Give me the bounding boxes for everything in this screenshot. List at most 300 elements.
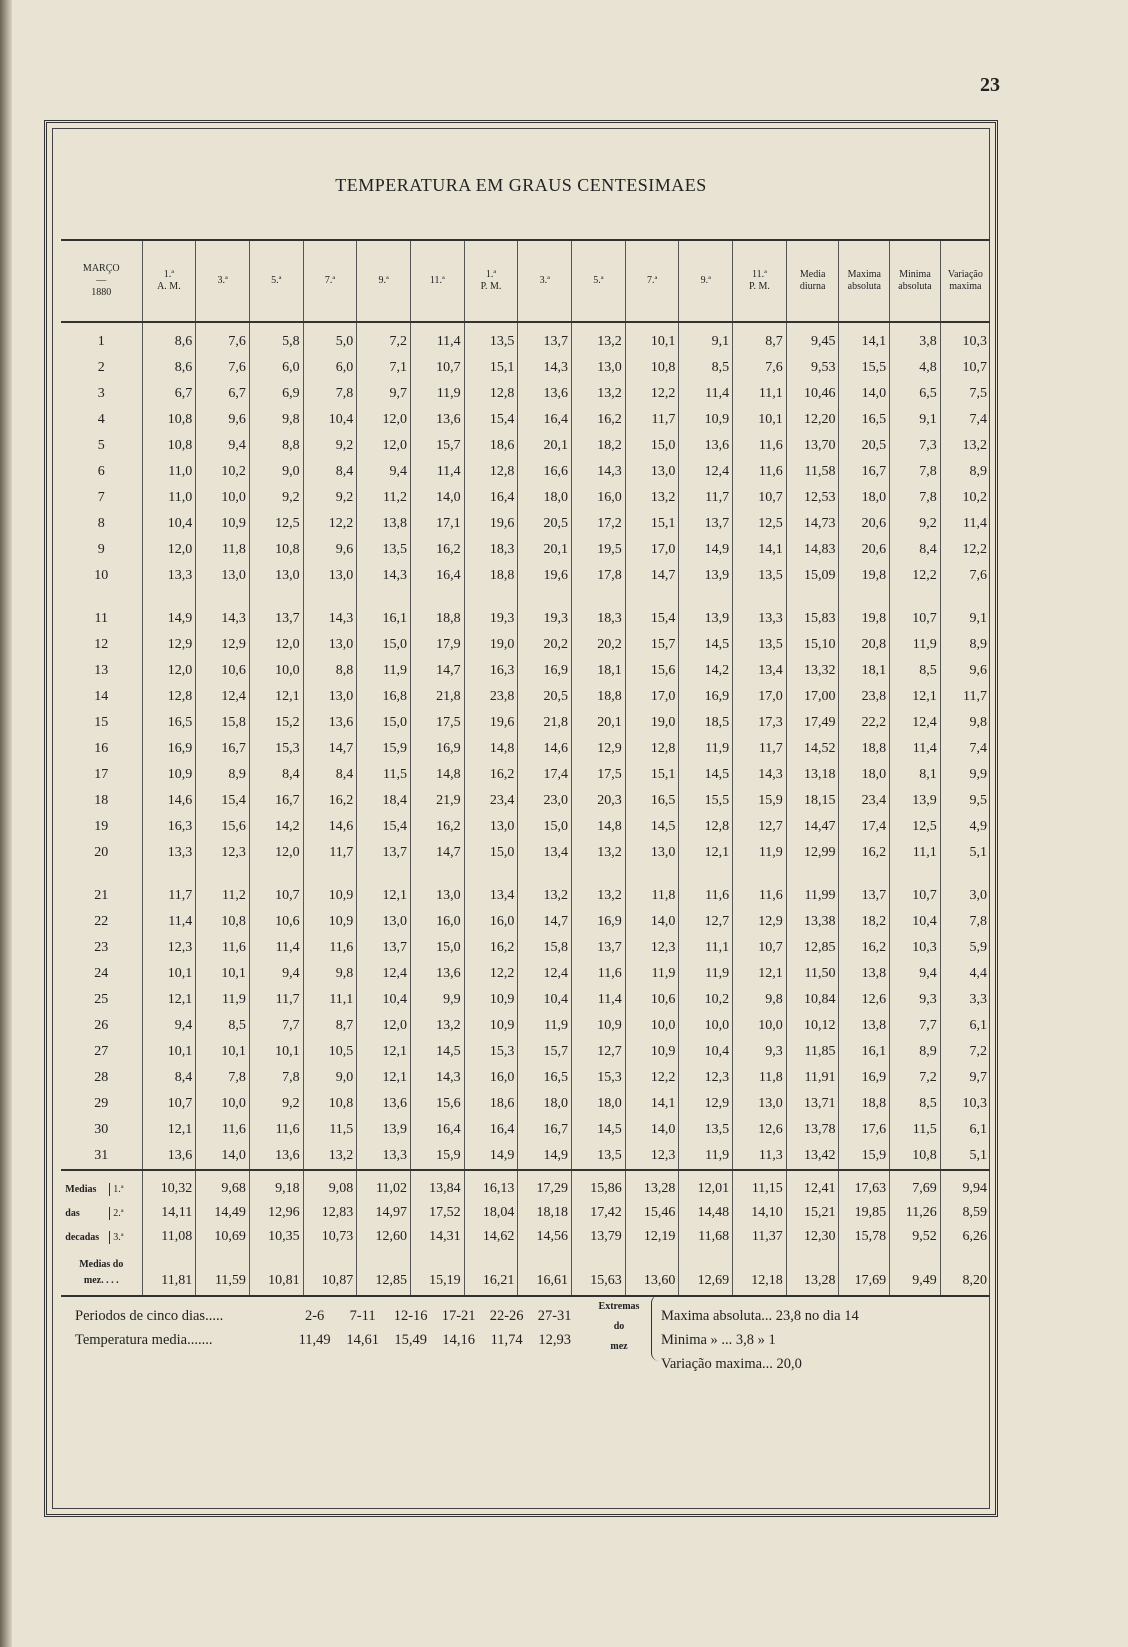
value-cell: 11,6 <box>733 883 787 909</box>
column-header-line: 7.ª <box>324 275 336 286</box>
value-cell: 11,1 <box>890 840 941 866</box>
column-header-line: Minima <box>899 269 931 280</box>
value-cell: 13,84 <box>410 1170 464 1201</box>
value-cell: 9,9 <box>940 762 990 788</box>
value-cell: 10,9 <box>464 1013 518 1039</box>
day-cell: 13 <box>94 663 109 678</box>
column-header-line: P. M. <box>480 281 502 292</box>
value-cell: 13,78 <box>786 1117 839 1143</box>
value-cell: 19,3 <box>518 606 572 632</box>
value-cell: 12,5 <box>733 511 787 537</box>
value-cell: 20,2 <box>572 632 626 658</box>
value-cell: 12,1 <box>679 840 733 866</box>
value-cell: 11,08 <box>142 1225 196 1249</box>
value-cell: 14,7 <box>625 563 679 589</box>
spacer-cell <box>518 589 572 606</box>
value-cell: 14,6 <box>142 788 196 814</box>
value-cell: 7,7 <box>890 1013 941 1039</box>
table-frame <box>44 120 998 1517</box>
spacer-cell <box>464 866 518 883</box>
value-cell: 11,7 <box>625 407 679 433</box>
value-cell: 13,0 <box>196 563 250 589</box>
value-cell: 12,30 <box>786 1225 839 1249</box>
value-cell: 11,2 <box>357 485 411 511</box>
mean-temperature-value: 11,49 <box>298 1332 331 1348</box>
value-cell: 12,9 <box>142 632 196 658</box>
day-cell: 11 <box>94 611 109 626</box>
value-cell: 11,15 <box>733 1170 787 1201</box>
table-row <box>61 840 990 866</box>
value-cell: 18,3 <box>572 606 626 632</box>
value-cell: 17,6 <box>839 1117 890 1143</box>
value-cell: 13,8 <box>839 961 890 987</box>
spacer-cell <box>940 589 990 606</box>
value-cell: 14,1 <box>733 537 787 563</box>
value-cell: 17,0 <box>625 537 679 563</box>
column-header-line: Maxima <box>847 269 881 280</box>
value-cell: 15,9 <box>733 788 787 814</box>
value-cell: 9,3 <box>733 1039 787 1065</box>
value-cell: 11,2 <box>196 883 250 909</box>
value-cell: 11,6 <box>679 883 733 909</box>
value-cell: 8,9 <box>890 1039 941 1065</box>
value-cell: 13,2 <box>572 883 626 909</box>
value-cell: 16,1 <box>839 1039 890 1065</box>
value-cell: 15,5 <box>839 355 890 381</box>
value-cell: 14,6 <box>303 814 357 840</box>
value-cell: 14,52 <box>786 736 839 762</box>
column-header <box>625 240 679 322</box>
value-cell: 9,2 <box>249 485 303 511</box>
value-cell: 7,3 <box>890 433 941 459</box>
value-cell: 9,1 <box>679 322 733 355</box>
value-cell: 8,5 <box>890 658 941 684</box>
column-header <box>249 240 303 322</box>
value-cell: 12,7 <box>572 1039 626 1065</box>
value-cell: 13,18 <box>786 762 839 788</box>
value-cell: 11,91 <box>786 1065 839 1091</box>
value-cell: 7,4 <box>940 736 990 762</box>
value-cell: 9,2 <box>890 511 941 537</box>
value-cell: 13,5 <box>572 1143 626 1170</box>
value-cell: 13,2 <box>625 485 679 511</box>
decade-number: 1.ª <box>109 1183 137 1196</box>
value-cell: 10,84 <box>786 987 839 1013</box>
value-cell: 13,2 <box>940 433 990 459</box>
value-cell: 14,0 <box>625 909 679 935</box>
value-cell: 12,2 <box>303 511 357 537</box>
value-cell: 14,56 <box>518 1225 572 1249</box>
value-cell: 10,2 <box>679 987 733 1013</box>
value-cell: 11,0 <box>142 459 196 485</box>
value-cell: 11,1 <box>733 381 787 407</box>
value-cell: 10,8 <box>303 1091 357 1117</box>
day-cell: 14 <box>94 689 109 704</box>
value-cell: 10,9 <box>142 762 196 788</box>
value-cell: 18,18 <box>518 1201 572 1225</box>
value-cell: 10,3 <box>940 322 990 355</box>
column-header-line: maxima <box>949 281 982 292</box>
value-cell: 15,0 <box>357 710 411 736</box>
value-cell: 16,2 <box>572 407 626 433</box>
column-header-line: 9.ª <box>700 275 711 286</box>
value-cell: 13,5 <box>464 322 518 355</box>
spacer-cell <box>303 866 357 883</box>
value-cell: 8,5 <box>196 1013 250 1039</box>
value-cell: 17,52 <box>410 1201 464 1225</box>
value-cell: 12,8 <box>464 459 518 485</box>
value-cell: 23,8 <box>464 684 518 710</box>
value-cell: 10,7 <box>249 883 303 909</box>
value-cell: 13,9 <box>890 788 941 814</box>
day-cell: 18 <box>94 793 109 808</box>
value-cell: 13,6 <box>518 381 572 407</box>
spacer-cell <box>357 589 411 606</box>
value-cell: 16,3 <box>464 658 518 684</box>
value-cell: 10,1 <box>249 1039 303 1065</box>
value-cell: 9,4 <box>357 459 411 485</box>
value-cell: 5,1 <box>940 840 990 866</box>
value-cell: 20,1 <box>518 537 572 563</box>
column-header-line: 1.ª <box>163 269 175 280</box>
value-cell: 13,2 <box>572 381 626 407</box>
extremes-label <box>583 1297 655 1357</box>
value-cell: 15,9 <box>410 1143 464 1170</box>
period-value: 2-6 <box>304 1308 325 1324</box>
value-cell: 14,49 <box>196 1201 250 1225</box>
spacer-cell <box>733 589 787 606</box>
value-cell: 11,6 <box>572 961 626 987</box>
value-cell: 9,3 <box>890 987 941 1013</box>
decade-label-cell <box>61 1170 142 1201</box>
value-cell: 14,0 <box>410 485 464 511</box>
value-cell: 10,32 <box>142 1170 196 1201</box>
value-cell: 7,2 <box>890 1065 941 1091</box>
extremes-word-2: do <box>613 1321 625 1332</box>
period-value: 22-26 <box>489 1308 524 1324</box>
month-mean-label-cell <box>61 1249 142 1296</box>
value-cell: 17,63 <box>839 1170 890 1201</box>
decade-mean-row <box>61 1201 990 1225</box>
value-cell: 7,6 <box>733 355 787 381</box>
value-cell: 11,7 <box>249 987 303 1013</box>
month-dash: — <box>96 275 107 286</box>
value-cell: 9,94 <box>940 1170 990 1201</box>
value-cell: 12,4 <box>196 684 250 710</box>
value-cell: 20,5 <box>518 684 572 710</box>
value-cell: 16,9 <box>410 736 464 762</box>
table-title: TEMPERATURA EM GRAUS CENTESIMAES <box>335 175 707 195</box>
value-cell: 11,58 <box>786 459 839 485</box>
value-cell: 11,1 <box>679 935 733 961</box>
value-cell: 10,9 <box>196 511 250 537</box>
value-cell: 13,9 <box>679 606 733 632</box>
value-cell: 8,9 <box>940 459 990 485</box>
spacer-cell <box>890 589 941 606</box>
value-cell: 9,7 <box>357 381 411 407</box>
value-cell: 15,6 <box>625 658 679 684</box>
value-cell: 9,1 <box>890 407 941 433</box>
day-cell: 10 <box>94 568 109 583</box>
column-header <box>786 240 839 322</box>
day-cell: 21 <box>94 888 109 903</box>
spacer-cell <box>142 589 196 606</box>
value-cell: 8,1 <box>890 762 941 788</box>
value-cell: 11,8 <box>196 537 250 563</box>
value-cell: 19,8 <box>839 563 890 589</box>
day-cell: 20 <box>94 845 109 860</box>
value-cell: 13,3 <box>357 1143 411 1170</box>
value-cell: 20,8 <box>839 632 890 658</box>
month-mean-cell: 16,61 <box>518 1249 572 1296</box>
value-cell: 13,0 <box>357 909 411 935</box>
table-row <box>61 1117 990 1143</box>
value-cell: 14,0 <box>196 1143 250 1170</box>
period-value: 7-11 <box>349 1308 376 1324</box>
value-cell: 13,7 <box>518 322 572 355</box>
table-row <box>61 788 990 814</box>
value-cell: 15,7 <box>410 433 464 459</box>
month-mean-cell: 11,59 <box>196 1249 250 1296</box>
value-cell: 12,4 <box>357 961 411 987</box>
value-cell: 12,1 <box>890 684 941 710</box>
value-cell: 10,0 <box>196 485 250 511</box>
value-cell: 15,9 <box>839 1143 890 1170</box>
value-cell: 8,7 <box>303 1013 357 1039</box>
value-cell: 14,2 <box>679 658 733 684</box>
value-cell: 12,60 <box>357 1225 411 1249</box>
value-cell: 8,5 <box>890 1091 941 1117</box>
value-cell: 7,6 <box>196 322 250 355</box>
value-cell: 15,3 <box>249 736 303 762</box>
decade-mean-row <box>61 1170 990 1201</box>
decade-number: 3.ª <box>109 1231 137 1244</box>
value-cell: 8,4 <box>249 762 303 788</box>
value-cell: 23,4 <box>839 788 890 814</box>
table-row <box>61 511 990 537</box>
value-cell: 15,1 <box>625 762 679 788</box>
value-cell: 16,2 <box>464 762 518 788</box>
spacer-cell <box>679 589 733 606</box>
value-cell: 13,5 <box>357 537 411 563</box>
spacer-cell <box>839 866 890 883</box>
value-cell: 12,2 <box>464 961 518 987</box>
value-cell: 16,9 <box>142 736 196 762</box>
value-cell: 10,6 <box>625 987 679 1013</box>
value-cell: 6,0 <box>303 355 357 381</box>
day-cell: 8 <box>97 516 105 531</box>
value-cell: 16,0 <box>410 909 464 935</box>
value-cell: 15,8 <box>518 935 572 961</box>
value-cell: 16,4 <box>410 563 464 589</box>
value-cell: 13,7 <box>249 606 303 632</box>
table-row <box>61 1013 990 1039</box>
value-cell: 15,83 <box>786 606 839 632</box>
value-cell: 16,6 <box>518 459 572 485</box>
day-cell: 7 <box>97 490 105 505</box>
value-cell: 10,5 <box>303 1039 357 1065</box>
value-cell: 13,3 <box>142 840 196 866</box>
value-cell: 12,1 <box>733 961 787 987</box>
value-cell: 15,0 <box>518 814 572 840</box>
value-cell: 9,8 <box>249 407 303 433</box>
table-row <box>61 322 990 355</box>
value-cell: 17,4 <box>839 814 890 840</box>
month-mean-cell: 8,20 <box>940 1249 990 1296</box>
value-cell: 15,10 <box>786 632 839 658</box>
value-cell: 13,4 <box>464 883 518 909</box>
value-cell: 12,1 <box>357 1039 411 1065</box>
day-cell: 31 <box>94 1148 109 1163</box>
value-cell: 9,6 <box>940 658 990 684</box>
value-cell: 12,8 <box>625 736 679 762</box>
value-cell: 14,5 <box>625 814 679 840</box>
value-cell: 14,7 <box>518 909 572 935</box>
value-cell: 11,3 <box>733 1143 787 1170</box>
table-row <box>61 606 990 632</box>
value-cell: 10,8 <box>625 355 679 381</box>
table-row <box>61 355 990 381</box>
value-cell: 11,85 <box>786 1039 839 1065</box>
value-cell: 12,0 <box>357 433 411 459</box>
table-row <box>61 1065 990 1091</box>
value-cell: 14,48 <box>679 1201 733 1225</box>
column-header-line: 3.ª <box>217 275 228 286</box>
value-cell: 16,5 <box>518 1065 572 1091</box>
period-value: 17-21 <box>441 1308 476 1324</box>
value-cell: 13,0 <box>464 814 518 840</box>
value-cell: 11,5 <box>890 1117 941 1143</box>
value-cell: 19,0 <box>625 710 679 736</box>
month-mean-cell: 15,19 <box>410 1249 464 1296</box>
table-row <box>61 433 990 459</box>
day-cell: 27 <box>94 1044 109 1059</box>
value-cell: 14,47 <box>786 814 839 840</box>
value-cell: 10,8 <box>249 537 303 563</box>
value-cell: 11,6 <box>249 1117 303 1143</box>
value-cell: 9,5 <box>940 788 990 814</box>
value-cell: 11,6 <box>303 935 357 961</box>
year-label: 1880 <box>91 287 112 298</box>
value-cell: 10,8 <box>142 433 196 459</box>
value-cell: 9,53 <box>786 355 839 381</box>
day-cell: 16 <box>94 741 109 756</box>
value-cell: 9,4 <box>142 1013 196 1039</box>
value-cell: 12,3 <box>196 840 250 866</box>
spacer-cell <box>940 866 990 883</box>
value-cell: 22,2 <box>839 710 890 736</box>
value-cell: 12,9 <box>572 736 626 762</box>
value-cell: 15,3 <box>464 1039 518 1065</box>
value-cell: 13,7 <box>357 840 411 866</box>
value-cell: 6,9 <box>249 381 303 407</box>
value-cell: 17,0 <box>733 684 787 710</box>
value-cell: 12,99 <box>786 840 839 866</box>
day-cell: 12 <box>94 637 109 652</box>
value-cell: 19,6 <box>464 710 518 736</box>
value-cell: 13,2 <box>410 1013 464 1039</box>
value-cell: 13,0 <box>303 563 357 589</box>
value-cell: 11,4 <box>572 987 626 1013</box>
value-cell: 12,20 <box>786 407 839 433</box>
value-cell: 19,8 <box>839 606 890 632</box>
value-cell: 13,5 <box>733 632 787 658</box>
value-cell: 14,0 <box>625 1117 679 1143</box>
value-cell: 13,2 <box>572 840 626 866</box>
value-cell: 18,2 <box>839 909 890 935</box>
value-cell: 11,68 <box>679 1225 733 1249</box>
value-cell: 16,0 <box>464 909 518 935</box>
value-cell: 19,6 <box>518 563 572 589</box>
value-cell: 10,69 <box>196 1225 250 1249</box>
table-row <box>61 1039 990 1065</box>
value-cell: 11,9 <box>410 381 464 407</box>
value-cell: 18,8 <box>410 606 464 632</box>
value-cell: 18,15 <box>786 788 839 814</box>
value-cell: 16,9 <box>839 1065 890 1091</box>
column-header-line: 11.ª <box>429 275 445 286</box>
value-cell: 12,7 <box>733 814 787 840</box>
value-cell: 14,11 <box>142 1201 196 1225</box>
value-cell: 16,2 <box>839 935 890 961</box>
value-cell: 11,5 <box>357 762 411 788</box>
value-cell: 3,3 <box>940 987 990 1013</box>
value-cell: 11,0 <box>142 485 196 511</box>
table-row <box>61 814 990 840</box>
value-cell: 12,4 <box>679 459 733 485</box>
column-header <box>839 240 890 322</box>
value-cell: 13,0 <box>249 563 303 589</box>
value-cell: 13,6 <box>142 1143 196 1170</box>
value-cell: 13,8 <box>839 1013 890 1039</box>
value-cell: 11,6 <box>733 459 787 485</box>
value-cell: 13,9 <box>679 563 733 589</box>
day-cell: 24 <box>94 966 109 981</box>
day-cell: 25 <box>94 992 109 1007</box>
value-cell: 10,8 <box>196 909 250 935</box>
value-cell: 13,42 <box>786 1143 839 1170</box>
column-header <box>890 240 941 322</box>
column-header-line: 5.ª <box>271 275 282 286</box>
value-cell: 10,4 <box>518 987 572 1013</box>
value-cell: 16,4 <box>464 1117 518 1143</box>
decade-group-label: das <box>65 1207 80 1219</box>
value-cell: 17,5 <box>410 710 464 736</box>
value-cell: 13,0 <box>572 355 626 381</box>
value-cell: 15,46 <box>625 1201 679 1225</box>
month-mean-label: mez. . . . <box>83 1275 119 1286</box>
value-cell: 11,9 <box>518 1013 572 1039</box>
decade-group-label: Medias <box>65 1183 97 1195</box>
value-cell: 7,6 <box>940 563 990 589</box>
value-cell: 16,9 <box>572 909 626 935</box>
value-cell: 12,01 <box>679 1170 733 1201</box>
value-cell: 6,7 <box>196 381 250 407</box>
value-cell: 6,1 <box>940 1013 990 1039</box>
value-cell: 13,0 <box>410 883 464 909</box>
decade-number: 2.ª <box>109 1207 137 1220</box>
value-cell: 6,26 <box>940 1225 990 1249</box>
value-cell: 12,3 <box>625 1143 679 1170</box>
value-cell: 11,9 <box>733 840 787 866</box>
value-cell: 7,7 <box>249 1013 303 1039</box>
value-cell: 10,4 <box>142 511 196 537</box>
value-cell: 17,49 <box>786 710 839 736</box>
day-cell: 28 <box>94 1070 109 1085</box>
value-cell: 11,1 <box>303 987 357 1013</box>
mean-temperature-value: 14,16 <box>442 1332 475 1348</box>
value-cell: 8,4 <box>142 1065 196 1091</box>
